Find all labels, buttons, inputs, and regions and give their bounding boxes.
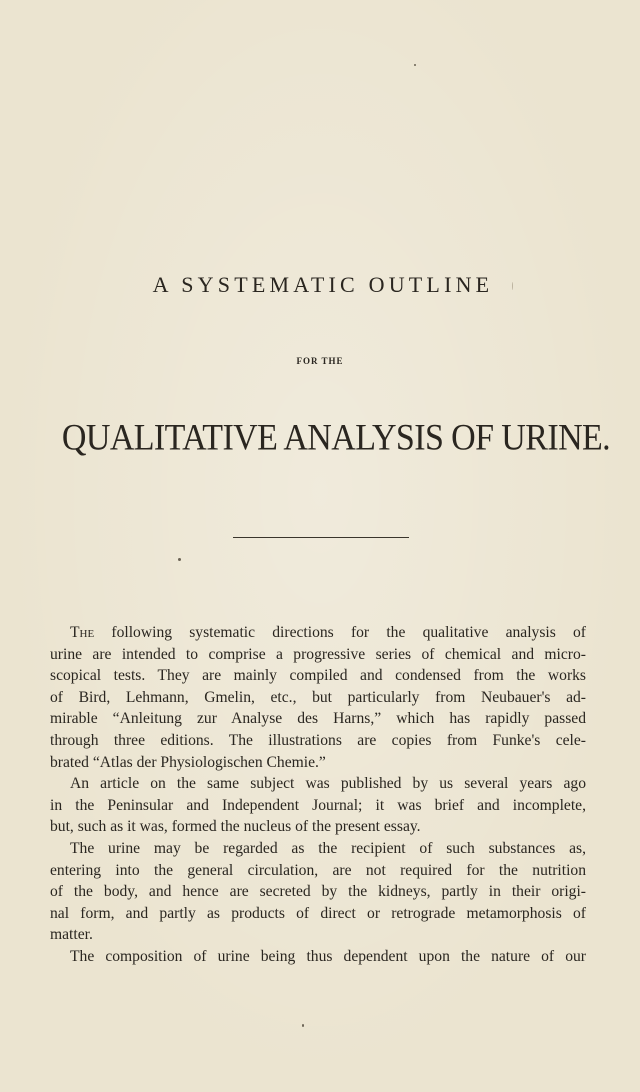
body-line: urine are intended to comprise a progressive series of chemical and micro- (50, 645, 586, 663)
body-line: of the body, and hence are secreted by the kidneys, partly in their origi- (50, 883, 586, 901)
body-line: nal form, and partly as products of direct or retrograde metamorphosis of (50, 904, 586, 922)
body-line: An article on the same subject was published by us several years ago (70, 775, 586, 793)
heading-for-the: FOR THE (296, 356, 344, 366)
body-line: The composition of urine being thus dependent upon the nature of our (70, 947, 586, 965)
body-line: The urine may be regarded as the recipient of such substances as, (70, 839, 586, 857)
body-line: mirable “Anleitung zur Analyse des Harns,” which has rapidly passed (50, 710, 586, 728)
body-text (50, 622, 586, 968)
body-line: entering into the general circulation, are not required for the nutrition (50, 861, 586, 879)
body-line-text: following systematic directions for the qualitative analysis of (94, 624, 586, 641)
body-line: but, such as it was, formed the nucleus of the present essay. (50, 818, 421, 836)
body-line: of Bird, Lehmann, Gmelin, etc., but particularly from Neubauer's ad- (50, 688, 586, 706)
body-line: brated “Atlas der Physiologischen Chemie.” (50, 753, 326, 771)
body-line: in the Peninsular and Independent Journal; it was brief and incomplete, (50, 796, 586, 814)
scan-speck (512, 282, 513, 290)
heading-main-title: QUALITATIVE ANALYSIS OF URINE. (61, 418, 611, 458)
title-divider-rule (233, 537, 409, 538)
body-line (50, 622, 586, 644)
scan-speck (302, 1024, 304, 1027)
body-line: scopical tests. They are mainly compiled and condensed from the works (50, 667, 586, 685)
body-line: matter. (50, 926, 93, 944)
heading-systematic-outline: A SYSTEMATIC OUTLINE (152, 272, 494, 297)
paragraph-lead-word: The (70, 624, 95, 641)
scan-speck (414, 64, 416, 66)
body-line: through three editions. The illustrations are copies from Funke's cele- (50, 731, 586, 749)
scan-speck (178, 558, 181, 561)
